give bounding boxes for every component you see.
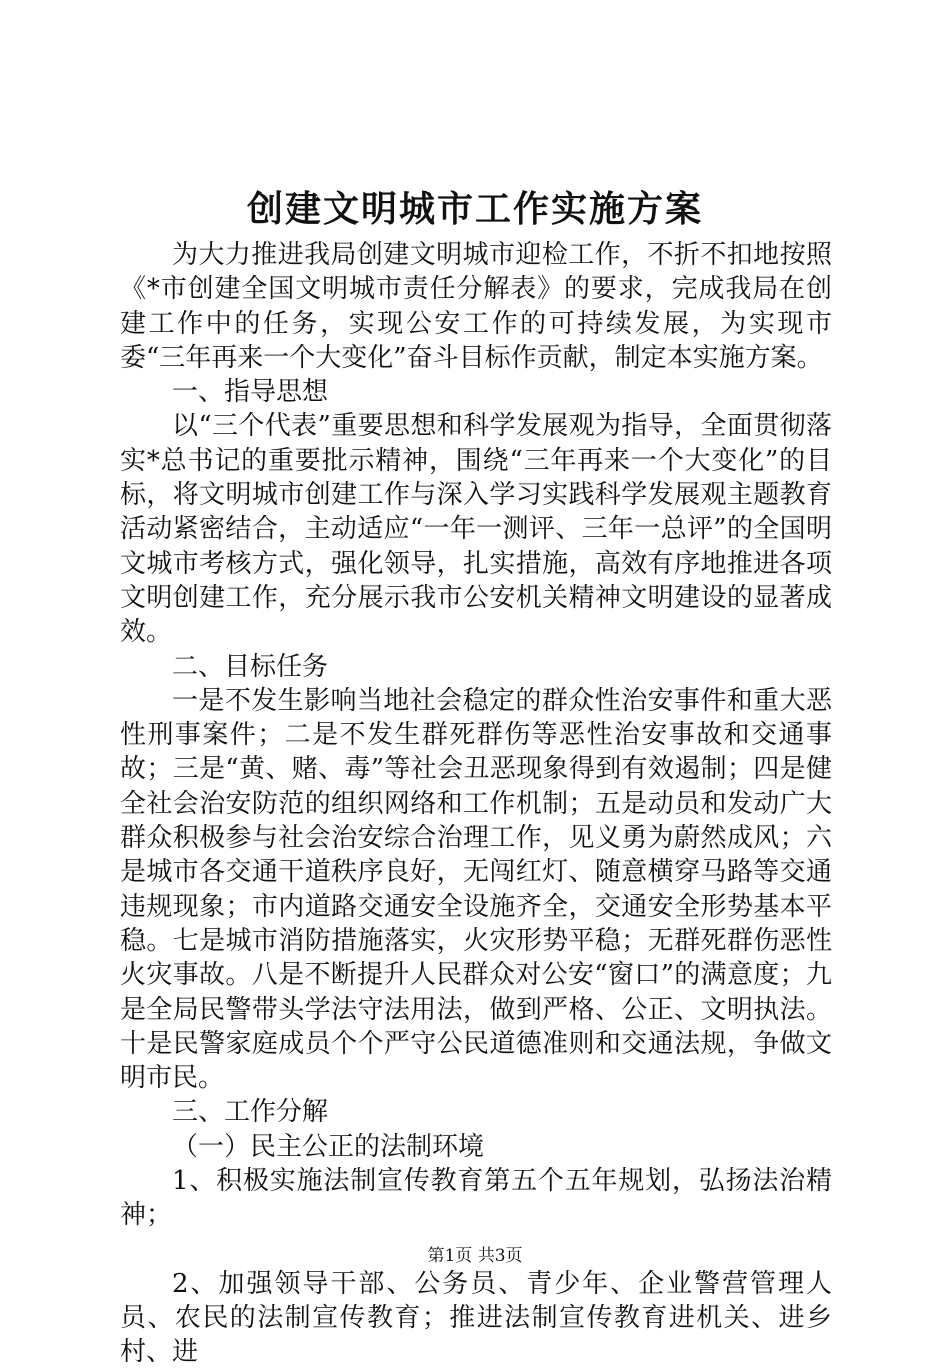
heading-work-breakdown: 三、工作分解 bbox=[172, 1097, 329, 1128]
document-title: 创建文明城市工作实施方案 bbox=[246, 188, 703, 230]
page-number: 第1页 共3页 bbox=[427, 1246, 523, 1266]
subheading-legal-environment: （一）民主公正的法制环境 bbox=[172, 1131, 485, 1162]
paragraph-guiding-ideology: 以“三个代表”重要思想和科学发展观为指导，全面贯彻落实*总书记的重要批示精神，围绕“三年再来一个大变化”的目标，将文明城市创建工作与深入学习实践科学发展观主题教育活动紧密结合，主动适应“一年一测评、三年一总评”的全国明文城市考核方式，强化领导，扎实措施，高效有序地推进各项文明创建工作，充分展示我市公安机关精神文明建设的显著成效。 bbox=[120, 411, 832, 648]
document-body bbox=[120, 238, 832, 1370]
paragraph-goals: 一是不发生影响当地社会稳定的群众性治安事件和重大恶性刑事案件；二是不发生群死群伤等恶性治安事故和交通事故；三是“黄、赌、毒”等社会丑恶现象得到有效遏制；四是健全社会治安防范的组织网络和工作机制；五是动员和发动广大群众积极参与社会治安综合治理工作，见义勇为蔚然成风；六是城市各交通干道秩序良好，无闯红灯、随意横穿马路等交通违规现象；市内道路交通安全设施齐全，交通安全形势基本平稳。七是城市消防措施落实，火灾形势平稳；无群死群伤恶性火灾事故。八是不断提升人民群众对公安“窗口”的满意度；九是全局民警带头学法守法用法，做到严格、公正、文明执法。十是民警家庭成员个个严守公民道德准则和交通法规，争做文明市民。 bbox=[120, 685, 832, 1094]
heading-goals: 二、目标任务 bbox=[172, 651, 329, 682]
heading-guiding-ideology: 一、指导思想 bbox=[172, 377, 329, 408]
list-item-1: 1、积极实施法制宣传教育第五个五年规划，弘扬法治精神； bbox=[120, 1166, 832, 1231]
list-item-2: 2、加强领导干部、公务员、青少年、企业警营管理人员、农民的法制宣传教育；推进法制宣传教育进机关、进乡村、进 bbox=[120, 1268, 832, 1368]
paragraph-intro: 为大力推进我局创建文明城市迎检工作，不折不扣地按照《*市创建全国文明城市责任分解表》的要求，完成我局在创建工作中的任务，实现公安工作的可持续发展，为实现市委“三年再来一个大变化”奋斗目标作贡献，制定本实施方案。 bbox=[120, 240, 832, 373]
